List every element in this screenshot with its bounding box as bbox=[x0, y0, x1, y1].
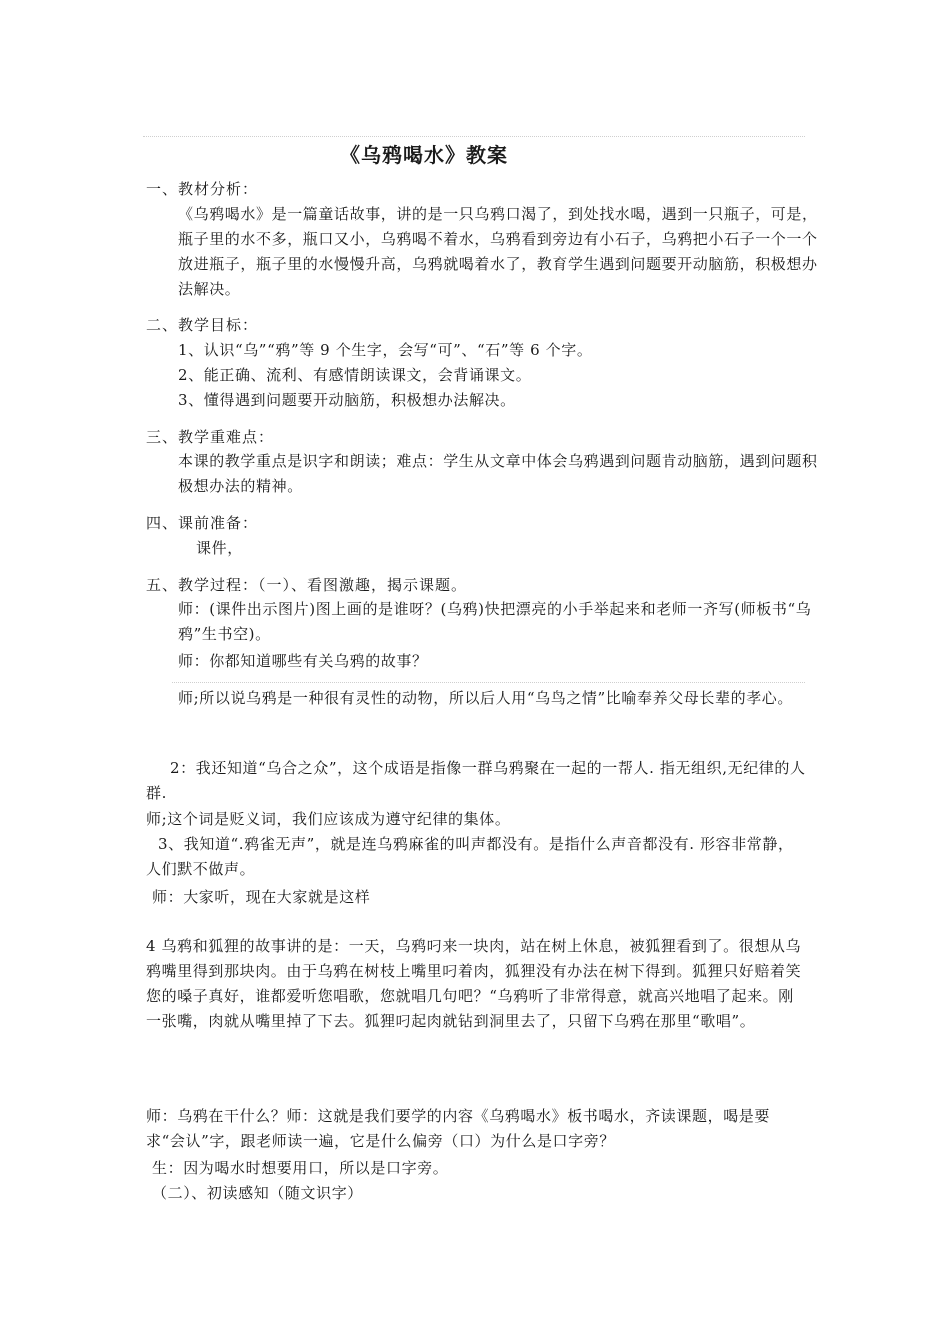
section-heading-key-points: 三、教学重难点： bbox=[146, 428, 275, 446]
process-paragraph-6: 3、我知道“.鸦雀无声”，就是连乌鸦麻雀的叫声都没有。是指什么声音都没有. 形容非常静，人们默不做声。 bbox=[146, 835, 794, 878]
process-paragraph-3: 师;所以说乌鸦是一种很有灵性的动物，所以后人用“乌鸟之情”比喻奉养父母长辈的孝心。 bbox=[178, 689, 793, 707]
document-title: 《乌鸦喝水》教案 bbox=[340, 143, 508, 167]
prep-body: 课件， bbox=[196, 539, 243, 557]
process-paragraph-11: （二）、初读感知（随文识字） bbox=[152, 1184, 363, 1202]
process-paragraph-1: 师：(课件出示图片)图上画的是谁呀？(乌鸦)快把漂亮的小手举起来和老师一齐写(师板书“乌鸦”生书空)。 bbox=[178, 600, 812, 643]
process-paragraph-7: 师：大家听，现在大家就是这样 bbox=[152, 888, 371, 906]
process-paragraph-9: 师：乌鸦在干什么？师：这就是我们要学的内容《乌鸦喝水》板书喝水，齐读课题，喝是要求“会认”字，跟老师读一遍，它是什么偏旁（口）为什么是口字旁？ bbox=[146, 1107, 771, 1150]
section-heading-process: 五、教学过程：（一）、看图激趣，揭示课题。 bbox=[146, 576, 468, 594]
process-paragraph-10: 生：因为喝水时想要用口，所以是口字旁。 bbox=[152, 1159, 449, 1177]
top-divider bbox=[143, 136, 805, 137]
process-paragraph-4: 2：我还知道“乌合之众”，这个成语是指像一群乌鸦聚在一起的一帮人. 指无组织,无纪律的人群. bbox=[146, 759, 806, 802]
section-heading-goals: 二、教学目标： bbox=[146, 316, 259, 334]
key-points-body: 本课的教学重点是识字和朗读；难点：学生从文章中体会乌鸦遇到问题肯动脑筋，遇到问题积极想办法的精神。 bbox=[178, 452, 818, 495]
section-heading-analysis: 一、教材分析： bbox=[146, 180, 259, 198]
section-heading-prep: 四、课前准备： bbox=[146, 514, 259, 532]
goal-item-1: 1、认识“乌”“鸦”等 9 个生字，会写“可”、“石”等 6 个字。 bbox=[178, 341, 593, 359]
analysis-body: 《乌鸦喝水》是一篇童话故事，讲的是一只乌鸦口渴了，到处找水喝，遇到一只瓶子，可是，瓶子里的水不多，瓶口又小，乌鸦喝不着水，乌鸦看到旁边有小石子，乌鸦把小石子一个一个放进瓶子，瓶子里的水慢慢升高，乌鸦就喝着水了，教育学生遇到问题要开动脑筋，积极想办法解决。 bbox=[178, 205, 818, 298]
process-paragraph-8: 4 乌鸦和狐狸的故事讲的是：一天，乌鸦叼来一块肉，站在树上休息，被狐狸看到了。很想从乌鸦嘴里得到那块肉。由于乌鸦在树枝上嘴里叼着肉，狐狸没有办法在树下得到。狐狸只好赔着笑您的嗓子真好，谁都爱听您唱歌，您就唱几句吧？“乌鸦听了非常得意，就高兴地唱了起来。刚一张嘴，肉就从嘴里掉了下去。狐狸叼起肉就钻到洞里去了，只留下乌鸦在那里“歌唱”。 bbox=[146, 937, 802, 1030]
goal-item-2: 2、能正确、流利、有感情朗读课文，会背诵课文。 bbox=[178, 366, 532, 384]
goal-item-3: 3、懂得遇到问题要开动脑筋，积极想办法解决。 bbox=[178, 391, 516, 409]
section-divider bbox=[172, 682, 805, 683]
process-paragraph-5: 师;这个词是贬义词，我们应该成为遵守纪律的集体。 bbox=[146, 810, 511, 828]
process-paragraph-2: 师：你都知道哪些有关乌鸦的故事？ bbox=[178, 652, 428, 670]
